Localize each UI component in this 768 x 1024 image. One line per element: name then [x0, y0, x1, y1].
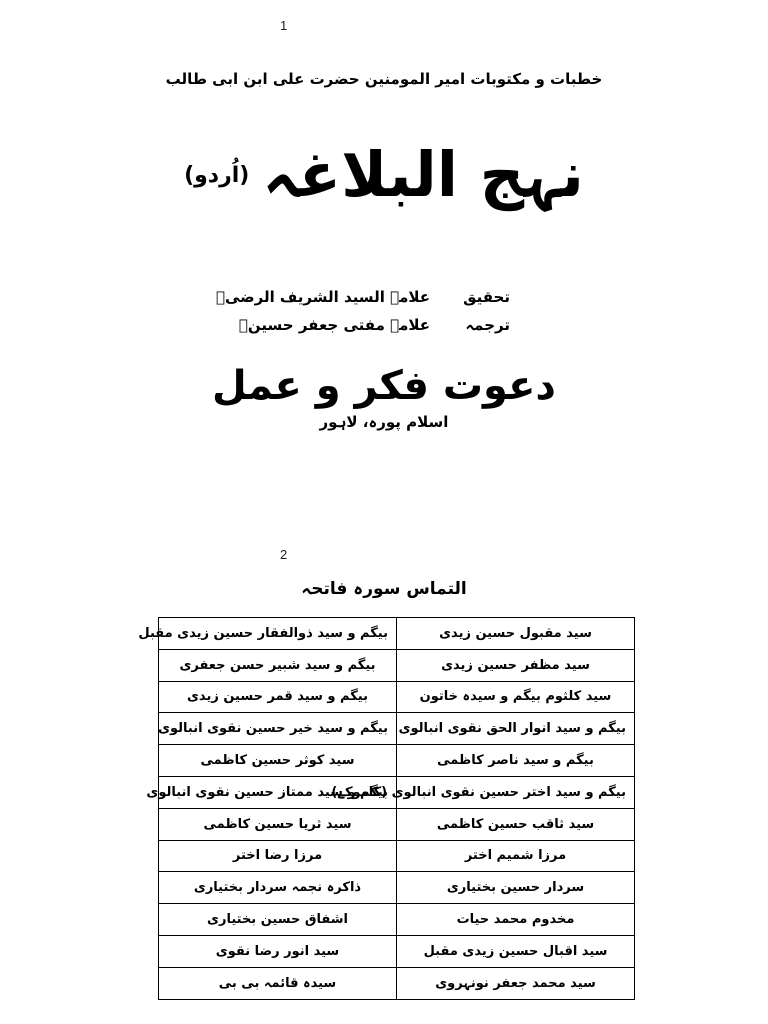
name-cell-right: سید ثاقب حسین کاظمی [397, 808, 635, 840]
name-cell-left: سید کوثر حسین کاظمی [159, 745, 397, 777]
name-cell-right: سید محمد جعفر نونہروی [397, 967, 635, 999]
table-row [159, 967, 635, 999]
name-cell-right: سید مقبول حسین زیدی [397, 618, 635, 650]
publisher-name: دعوت فکر و عمل [212, 363, 556, 409]
publisher-location: اسلام پورہ، لاہور [319, 413, 449, 431]
name-cell-right: سید مظفر حسین زیدی [397, 649, 635, 681]
credit-role: تحقیق [463, 288, 510, 306]
name-cell-right: بیگم و سید ناصر کاظمی [397, 745, 635, 777]
dedication-heading: التماس سورہ فاتحہ [301, 579, 467, 599]
title-block [0, 138, 768, 211]
book-title: نہج البلاغہ [262, 138, 584, 211]
name-cell-left: بیگم و سید قمر حسین زیدی [159, 681, 397, 713]
table-row [159, 776, 635, 808]
name-cell-left: سیدہ قائمہ بی بی [159, 967, 397, 999]
name-cell-right: مخدوم محمد حیات [397, 904, 635, 936]
name-cell-right: بیگم و سید انوار الحق نقوی انبالوی [397, 713, 635, 745]
table-row [159, 808, 635, 840]
credit-translation [238, 316, 510, 340]
name-cell-right: سید اقبال حسین زیدی مقبل [397, 935, 635, 967]
table-row [159, 618, 635, 650]
name-cell-left: بیگم و سید ذوالفقار حسین زیدی مقبل [159, 618, 397, 650]
name-cell-right: سید کلثوم بیگم و سیدہ خاتون [397, 681, 635, 713]
name-cell-left: سید ثریا حسین کاظمی [159, 808, 397, 840]
table-row [159, 713, 635, 745]
name-cell-left: اشفاق حسین بختیاری [159, 904, 397, 936]
page-number-1: 1 [280, 18, 288, 33]
name-cell-left: بیگم و سید خیر حسین نقوی انبالوی [159, 713, 397, 745]
name-cell-right: بیگم و سید اختر حسین نقوی انبالوی (کاموکے) [397, 776, 635, 808]
name-cell-left: سید انور رضا نقوی [159, 935, 397, 967]
name-cell-left: ذاکرہ نجمہ سردار بختیاری [159, 872, 397, 904]
credit-name: علامہ السید الشریف الرضیؒ [215, 288, 430, 306]
table-row [159, 935, 635, 967]
table-row [159, 840, 635, 872]
name-cell-left: بیگم و سید شبیر حسن جعفری [159, 649, 397, 681]
table-row [159, 745, 635, 777]
dedication-table [138, 617, 635, 1000]
table-row [159, 904, 635, 936]
credit-role: ترجمہ [465, 316, 510, 334]
book-title-language: (اُردو) [184, 163, 250, 188]
name-cell-left: مرزا رضا اختر [159, 840, 397, 872]
table-row [159, 681, 635, 713]
name-cell-left: بیگم و سید ممتاز حسین نقوی انبالوی [159, 776, 397, 808]
book-subtitle: خطبات و مکتوبات امیر المومنین حضرت علی ابن ابی طالب [165, 70, 603, 88]
name-cell-right: سردار حسین بختیاری [397, 872, 635, 904]
page-number-2: 2 [280, 547, 288, 562]
table-row [159, 649, 635, 681]
name-cell-right: مرزا شمیم اختر [397, 840, 635, 872]
credit-name: علامہ مفتی جعفر حسینؒ [238, 316, 430, 334]
table-row [159, 872, 635, 904]
credit-research [215, 288, 510, 312]
